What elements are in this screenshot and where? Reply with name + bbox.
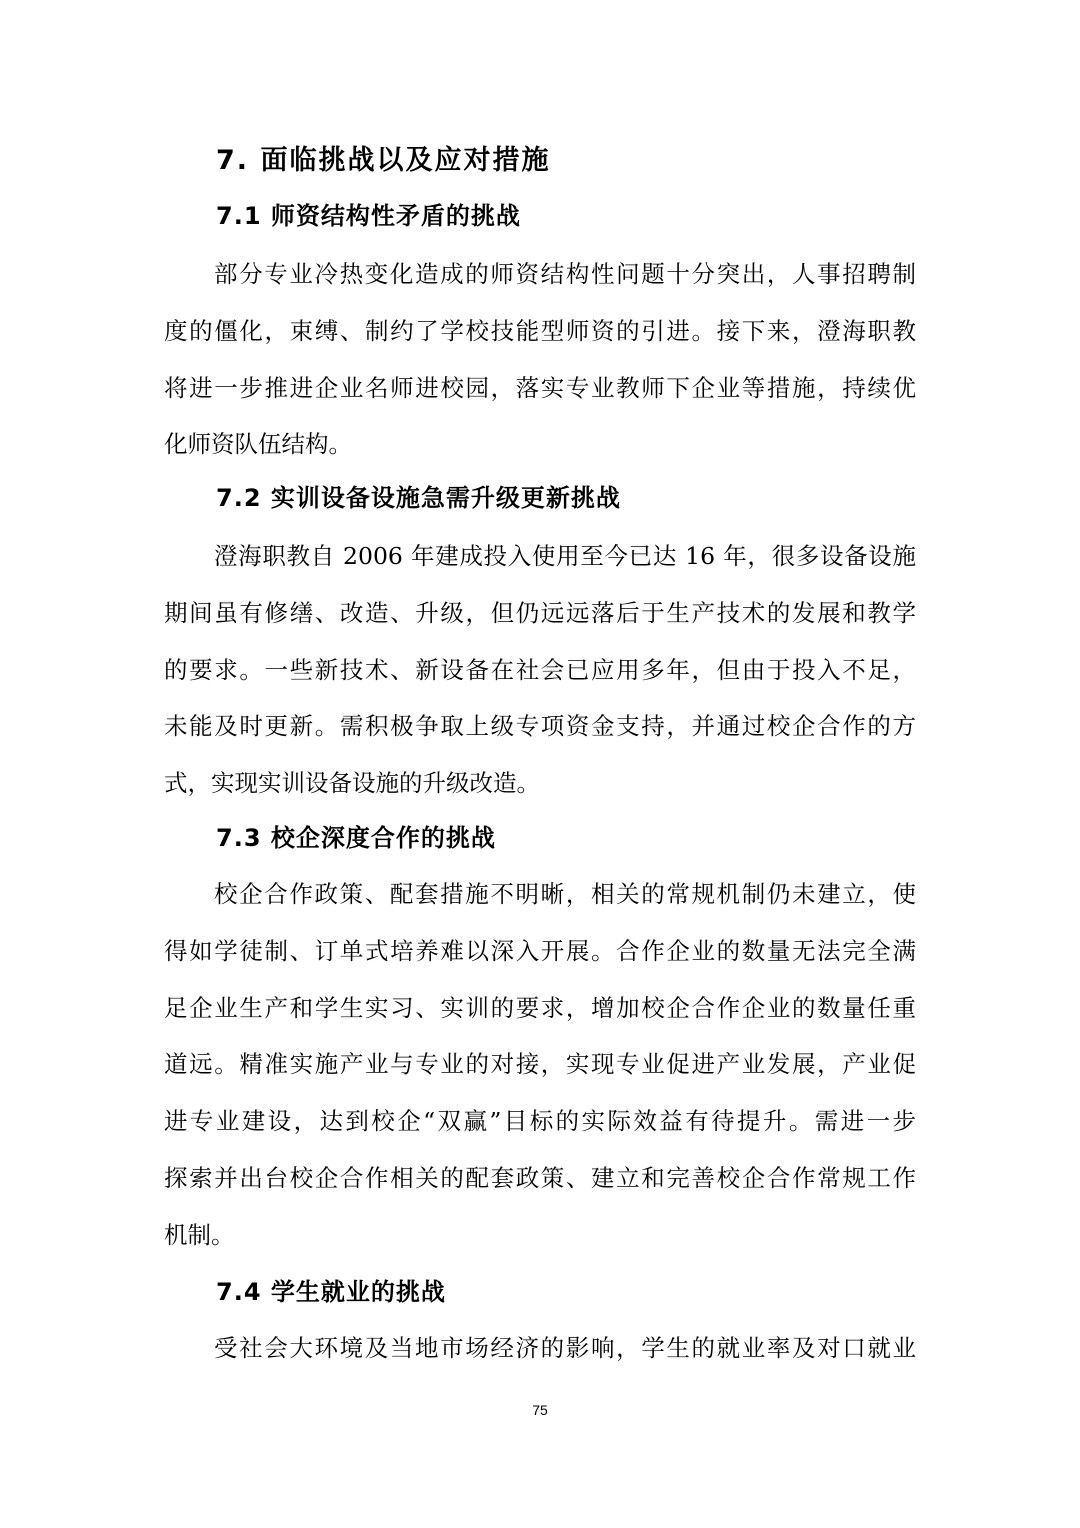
section-heading-7-1: 7.1 师资结构性矛盾的挑战	[216, 202, 521, 230]
chapter-heading: 7. 面临挑战以及应对措施	[216, 145, 551, 176]
paragraph-line: 受社会大环境及当地市场经济的影响，学生的就业率及对口就业	[214, 1334, 916, 1362]
paragraph-line: 道远。精准实施产业与专业的对接，实现专业促进产业发展，产业促	[164, 1050, 916, 1079]
paragraph-line: 未能及时更新。需积极争取上级专项资金支持，并通过校企合作的方	[164, 712, 916, 741]
paragraph-line: 校企合作政策、配套措施不明晰，相关的常规机制仍未建立，使	[214, 880, 916, 908]
paragraph-line: 期间虽有修缮、改造、升级，但仍远远落后于生产技术的发展和教学	[164, 598, 916, 627]
paragraph-line: 进专业建设，达到校企“双赢”目标的实际效益有待提升。需进一步	[164, 1107, 916, 1136]
section-heading-7-2: 7.2 实训设备设施急需升级更新挑战	[216, 484, 621, 512]
section-heading-7-4: 7.4 学生就业的挑战	[216, 1278, 446, 1306]
paragraph-line: 化师资队伍结构。	[164, 430, 352, 459]
paragraph-line: 澄海职教自 2006 年建成投入使用至今已达 16 年，很多设备设施	[214, 542, 916, 570]
paragraph-line: 式，实现实训设备设施的升级改造。	[164, 769, 540, 798]
paragraph-line: 将进一步推进企业名师进校园，落实专业教师下企业等措施，持续优	[164, 373, 916, 402]
section-7-3-paragraph	[164, 866, 916, 1264]
section-7-1-paragraph	[164, 246, 916, 473]
paragraph-line: 得如学徒制、订单式培养难以深入开展。合作企业的数量无法完全满	[164, 936, 916, 965]
paragraph-line: 部分专业冷热变化造成的师资结构性问题十分突出，人事招聘制	[214, 260, 916, 288]
page-number: 75	[532, 1402, 548, 1418]
paragraph-line: 足企业生产和学生实习、实训的要求，增加校企合作企业的数量任重	[164, 993, 916, 1022]
paragraph-line: 探索并出台校企合作相关的配套政策、建立和完善校企合作常规工作	[164, 1163, 916, 1192]
section-7-4-paragraph	[164, 1320, 916, 1377]
section-7-2-paragraph	[164, 528, 916, 812]
paragraph-line: 机制。	[164, 1220, 235, 1249]
paragraph-line: 的要求。一些新技术、新设备在社会已应用多年，但由于投入不足，	[164, 655, 916, 684]
section-heading-7-3: 7.3 校企深度合作的挑战	[216, 824, 496, 852]
paragraph-line: 度的僵化，束缚、制约了学校技能型师资的引进。接下来，澄海职教	[164, 316, 916, 345]
